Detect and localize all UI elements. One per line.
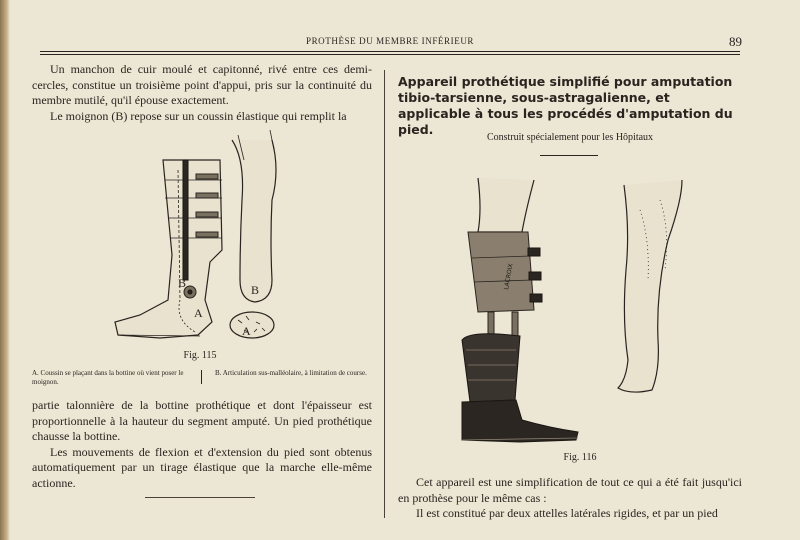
figure-label-a: A <box>242 324 251 338</box>
paragraph: Un manchon de cuir moulé et capitonné, rivé entre ces demi-cercles, constitue un troisième point d'appui, pris sur la continuité du membre mutilé, qu'il épouse exactement. <box>32 62 372 107</box>
figure-label-b: B <box>178 276 187 290</box>
right-column-bottom-text <box>398 475 742 522</box>
section-title: Appareil prothétique simplifié pour amputation tibio-tarsienne, sous-astragalienne, et applicable à tous les procédés d'amputation du pied. <box>398 74 733 137</box>
figure-caption: Fig. 115 <box>183 350 217 361</box>
figure-legend-a: A. Coussin se plaçant dans la bottine où vient poser le moignon. <box>32 369 184 386</box>
page-number: 89 <box>729 34 742 49</box>
figure-label-a: A <box>194 306 203 320</box>
figure-legend-b: B. Articulation sus-malléolaire, à limitation de course. <box>215 369 367 377</box>
paragraph: Il est constitué par deux attelles latérales rigides, et par un pied <box>416 506 718 520</box>
figure-caption: Fig. 116 <box>563 452 597 463</box>
paragraph: Cet appareil est une simplification de tout ce qui a été fait jusqu'ici en prothèse pour le même cas : <box>398 475 742 505</box>
section-subtitle: Construit spécialement pour les Hôpitaux <box>486 132 654 143</box>
paragraph: partie talonnière de la bottine prothétique et dont l'épaisseur est proportionnelle à la hauteur du segment amputé. Un pied prothétique chausse la bottine. <box>32 398 372 443</box>
figure-label-b: B <box>251 283 260 297</box>
paragraph: Le moignon (B) repose sur un coussin élastique qui remplit la <box>50 108 347 123</box>
running-title: PROTHÈSE DU MEMBRE INFÉRIEUR <box>305 36 475 46</box>
paragraph: Les mouvements de flexion et d'extension du pied sont obtenus automatiquement par un tirage élastique que la marche elle-même actionne. <box>32 444 372 490</box>
cuff-brand: LACROIX <box>503 263 515 291</box>
